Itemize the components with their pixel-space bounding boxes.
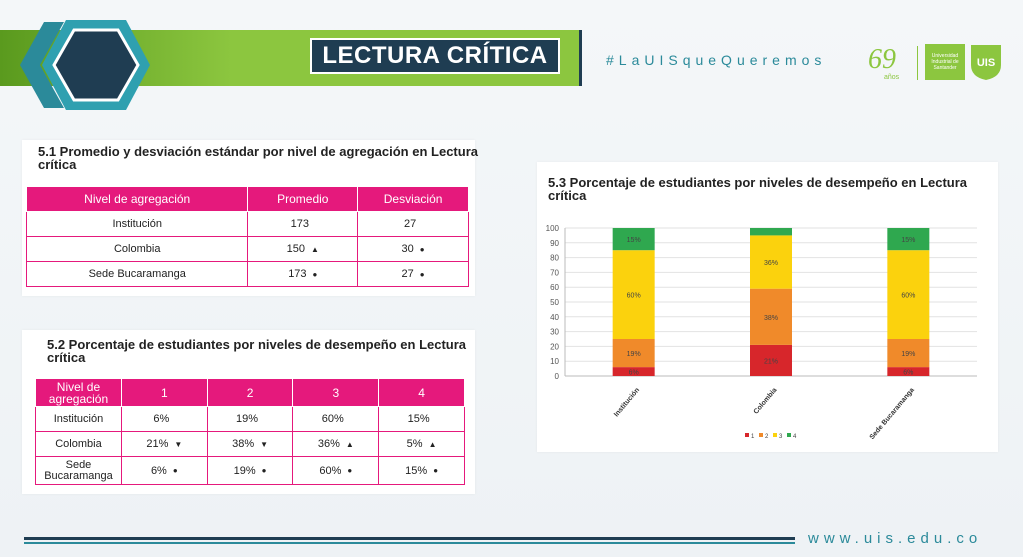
circle-icon: ● — [433, 466, 439, 476]
legend-label: 4 — [793, 434, 797, 440]
circle-icon: ● — [312, 269, 318, 279]
col-header-level-4: 4 — [379, 379, 465, 407]
data-label: 6% — [628, 369, 639, 377]
legend-label: 3 — [779, 434, 783, 440]
circle-icon: ● — [172, 466, 178, 476]
y-tick-label: 20 — [550, 342, 559, 352]
legend-swatch — [773, 433, 777, 437]
y-tick-label: 90 — [550, 238, 559, 248]
section3-title: 5.3 Porcentaje de estudiantes por niveles de desempeño en Lectura crítica — [548, 175, 968, 203]
logo-separator — [917, 46, 918, 80]
table-row: Sede Bucaramanga 173 ● 27 ● — [27, 262, 469, 287]
y-tick-label: 10 — [550, 357, 559, 367]
performance-levels-table — [35, 378, 465, 485]
data-label: 19% — [901, 351, 916, 359]
stacked-bar-chart — [537, 220, 987, 450]
col-header-level-2: 2 — [207, 379, 293, 407]
uis-shield-text: UIS — [976, 57, 996, 69]
university-name-badge: Universidad Industrial de Santander — [925, 44, 965, 80]
col-header-level: Nivel de agregación — [27, 187, 248, 212]
table-row: Institución 173 27 — [27, 212, 469, 237]
col-header-level: Nivel de agregación — [36, 379, 122, 407]
mean-sd-table — [26, 186, 469, 287]
x-tick-label: Institución — [613, 386, 642, 419]
up-triangle-icon: ▲ — [311, 244, 319, 254]
up-triangle-icon: ▲ — [428, 439, 437, 449]
section1-title: 5.1 Promedio y desviación estándar por nivel de agregación en Lectura crítica — [38, 144, 478, 172]
table-row: Institución 6% 19% 60% 15% — [36, 407, 465, 432]
y-tick-label: 100 — [545, 224, 559, 233]
data-label: 60% — [901, 292, 916, 300]
bar-segment — [750, 228, 792, 235]
data-label: 6% — [903, 369, 914, 377]
data-label: 60% — [626, 292, 641, 300]
y-tick-label: 80 — [550, 253, 559, 263]
y-tick-label: 0 — [554, 372, 559, 381]
x-tick-label: Sede Bucaramanga — [868, 386, 916, 442]
y-tick-label: 70 — [550, 268, 559, 278]
table-row: Colombia 21% ▼ 38% ▼ 36% ▲ 5% ▲ — [36, 432, 465, 457]
section2-title: 5.2 Porcentaje de estudiantes por niveles de desempeño en Lectura crítica — [47, 337, 467, 365]
title-divider — [579, 30, 582, 86]
circle-icon: ● — [347, 466, 353, 476]
hashtag-text: #LaUISqueQueremos — [606, 52, 827, 68]
col-header-sd: Desviación — [358, 187, 469, 212]
data-label: 19% — [626, 351, 641, 359]
circle-icon: ● — [261, 466, 267, 476]
x-tick-label: Colombia — [752, 386, 779, 416]
anniversary-logo — [866, 42, 916, 82]
data-label: 38% — [763, 314, 779, 322]
data-label: 36% — [763, 260, 779, 268]
down-triangle-icon: ▼ — [260, 439, 269, 449]
col-header-level-3: 3 — [293, 379, 379, 407]
col-header-mean: Promedio — [248, 187, 358, 212]
legend-label: 2 — [765, 434, 769, 440]
col-header-level-1: 1 — [121, 379, 207, 407]
footer-url[interactable]: www.uis.edu.co — [808, 530, 983, 547]
data-label: 21% — [763, 358, 779, 366]
legend-swatch — [787, 433, 791, 437]
y-tick-label: 40 — [550, 312, 559, 322]
table-row: Colombia 150 ▲ 30 ● — [27, 237, 469, 262]
page-title: LECTURA CRÍTICA — [310, 38, 560, 74]
logo-years: 69 — [868, 44, 896, 75]
up-triangle-icon: ▲ — [345, 439, 354, 449]
footer-line — [24, 537, 795, 540]
circle-icon: ● — [419, 269, 425, 279]
uis-shield-logo — [969, 43, 1003, 81]
down-triangle-icon: ▼ — [174, 439, 183, 449]
circle-icon: ● — [419, 244, 425, 254]
footer-line-accent — [24, 542, 795, 544]
logo-years-label: años — [884, 74, 900, 81]
y-tick-label: 30 — [550, 327, 559, 337]
data-label: 15% — [901, 237, 916, 245]
legend-label: 1 — [751, 434, 755, 440]
y-tick-label: 60 — [550, 283, 559, 293]
hexagon-logo-icon — [14, 10, 154, 120]
legend-swatch — [759, 433, 763, 437]
y-tick-label: 50 — [550, 298, 559, 307]
legend-swatch — [745, 433, 749, 437]
table-row: Sede Bucaramanga 6% ● 19% ● 60% ● 15% ● — [36, 457, 465, 485]
data-label: 15% — [626, 237, 641, 245]
